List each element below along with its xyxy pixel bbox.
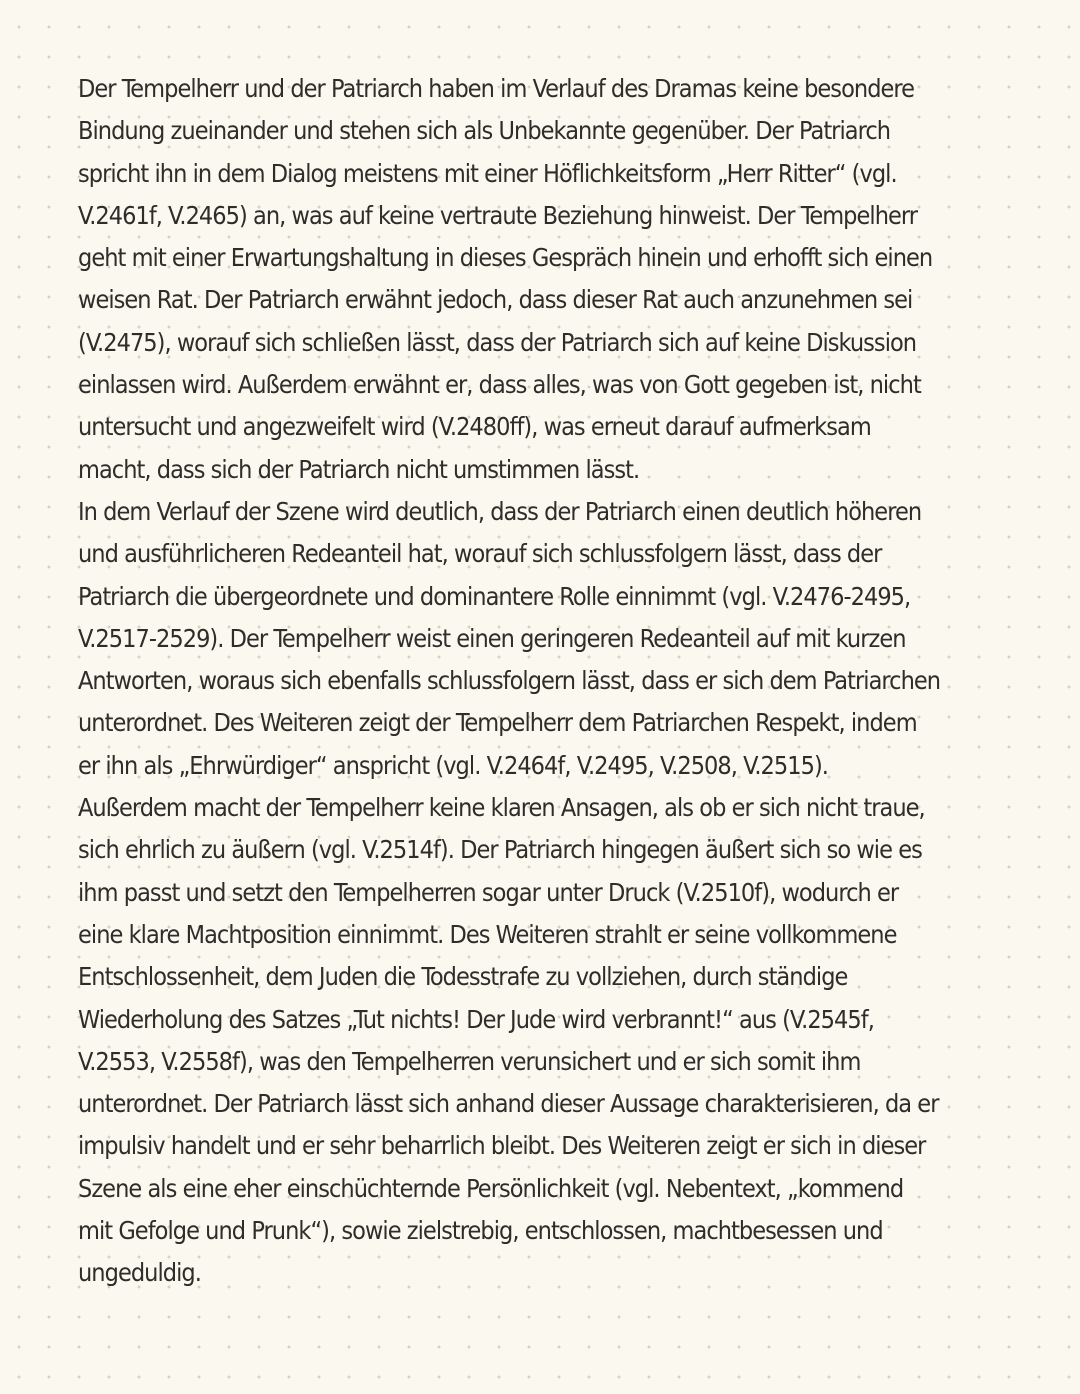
text-line: er ihn als „Ehrwürdiger“ anspricht (vgl. V.2464f, V.2495, V.2508, V.2515). <box>78 750 829 780</box>
text-line: impulsiv handelt und er sehr beharrlich bleibt. Des Weiteren zeigt er sich in dieser <box>78 1131 926 1161</box>
text-line: V.2461f, V.2465) an, was auf keine vertraute Beziehung hinweist. Der Tempelherr <box>78 200 918 230</box>
text-line: V.2553, V.2558f), was den Tempelherren verunsichert und er sich somit ihm <box>78 1046 861 1076</box>
text-line: weisen Rat. Der Patriarch erwähnt jedoch, dass dieser Rat auch anzunehmen sei <box>78 285 913 315</box>
text-line: sich ehrlich zu äußern (vgl. V.2514f). Der Patriarch hingegen äußert sich so wie es <box>78 835 922 865</box>
text-line: ihm passt und setzt den Tempelherren sogar unter Druck (V.2510f), wodurch er <box>78 877 899 907</box>
text-line: V.2517-2529). Der Tempelherr weist einen geringeren Redeanteil auf mit kurzen <box>78 623 906 653</box>
text-line: ungeduldig. <box>78 1258 201 1288</box>
text-line: unterordnet. Der Patriarch lässt sich anhand dieser Aussage charakterisieren, da er <box>78 1089 939 1119</box>
text-line: Patriarch die übergeordnete und dominantere Rolle einnimmt (vgl. V.2476-2495, <box>78 581 911 611</box>
text-line: Der Tempelherr und der Patriarch haben im Verlauf des Dramas keine besondere <box>78 74 915 103</box>
text-line: einlassen wird. Außerdem erwähnt er, dass alles, was von Gott gegeben ist, nicht <box>78 370 921 400</box>
text-line: Außerdem macht der Tempelherr keine klaren Ansagen, als ob er sich nicht traue, <box>78 793 925 823</box>
text-line: spricht ihn in dem Dialog meistens mit einer Höflichkeitsform „Herr Ritter“ (vgl. <box>78 158 897 188</box>
text-line: eine klare Machtposition einnimmt. Des Weiteren strahlt er seine vollkommene <box>78 919 897 949</box>
text-line: mit Gefolge und Prunk“), sowie zielstrebig, entschlossen, machtbesessen und <box>78 1216 883 1246</box>
text-line: Wiederholung des Satzes „Tut nichts! Der Jude wird verbrannt!“ aus (V.2545f, <box>78 1004 874 1034</box>
text-line: Szene als eine eher einschüchternde Persönlichkeit (vgl. Nebentext, „kommend <box>78 1173 904 1203</box>
text-line: macht, dass sich der Patriarch nicht umstimmen lässt. <box>78 454 640 484</box>
text-line: In dem Verlauf der Szene wird deutlich, dass der Patriarch einen deutlich höheren <box>78 496 922 526</box>
text-line: Antworten, woraus sich ebenfalls schlussfolgern lässt, dass er sich dem Patriarchen <box>78 666 941 696</box>
text-line: (V.2475), worauf sich schließen lässt, dass der Patriarch sich auf keine Diskussion <box>78 327 917 357</box>
text-line: Bindung zueinander und stehen sich als Unbekannte gegenüber. Der Patriarch <box>78 116 891 146</box>
text-line: Entschlossenheit, dem Juden die Todesstrafe zu vollziehen, durch ständige <box>78 962 848 992</box>
essay-text <box>78 68 1038 1295</box>
text-line: unterordnet. Des Weiteren zeigt der Tempelherr dem Patriarchen Respekt, indem <box>78 708 917 738</box>
text-line: geht mit einer Erwartungshaltung in dieses Gespräch hinein und erhofft sich einen <box>78 243 933 273</box>
text-line: untersucht und angezweifelt wird (V.2480ff), was erneut darauf aufmerksam <box>78 412 871 442</box>
text-line: und ausführlicheren Redeanteil hat, worauf sich schlussfolgern lässt, dass der <box>78 539 882 569</box>
